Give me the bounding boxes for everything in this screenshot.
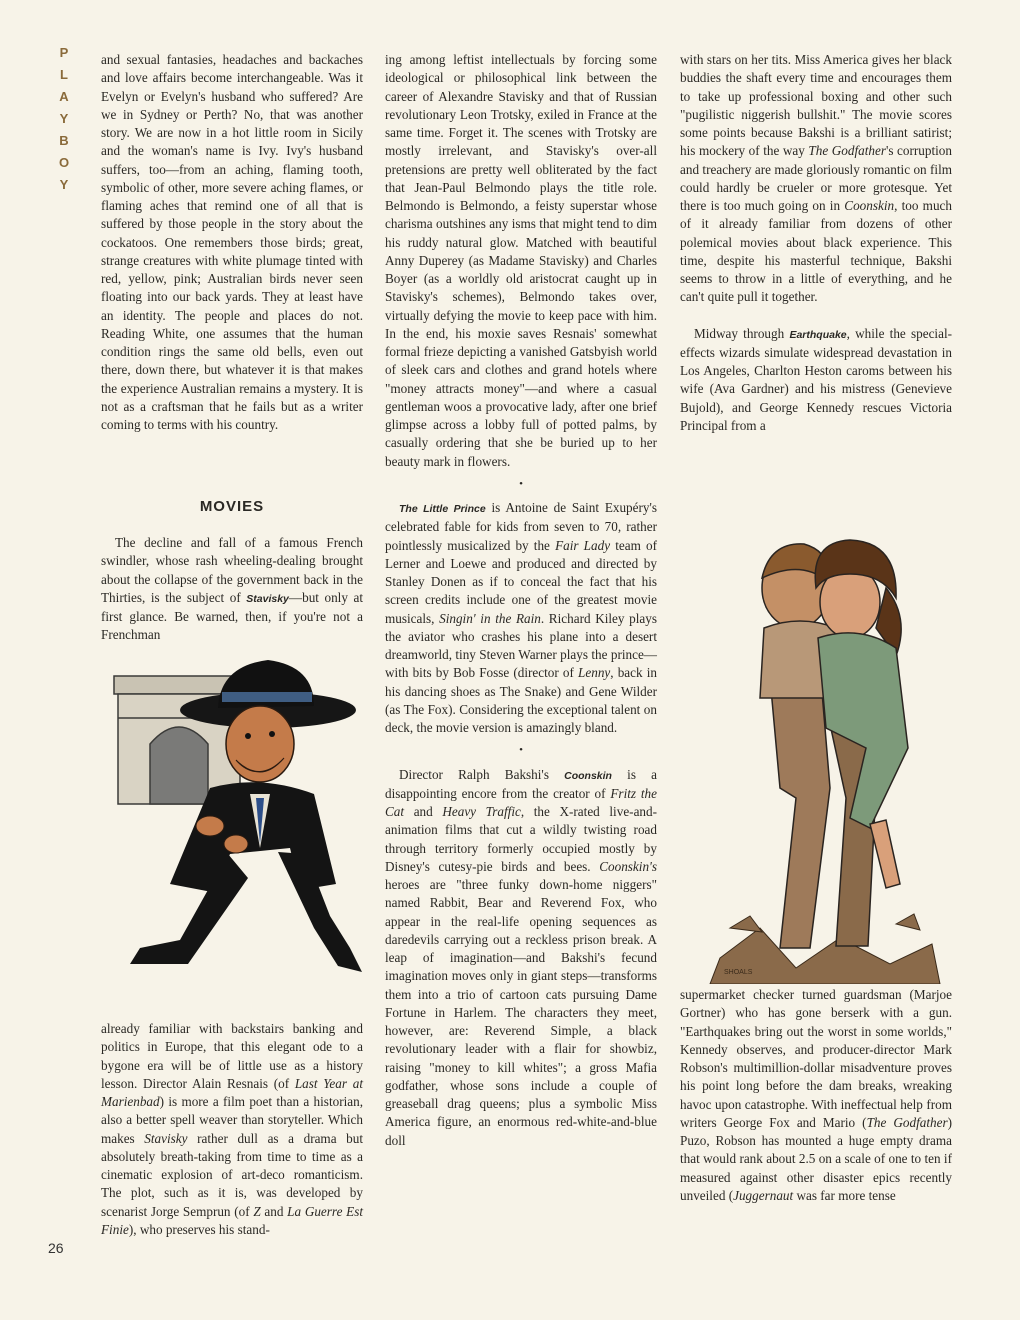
column-2 [385,51,657,1150]
side-letter: A [59,89,69,104]
stavisky-illustration [100,648,362,1018]
side-letter: O [58,155,70,170]
review-text: 's corruption and treachery are made gloriously romantic on film could hardly be crueler or more grotesque. Yet there is too much going on in [680,143,952,213]
stavisky-cont-text: already familiar with backstairs banking and politics in Europe, that this elegant ode to a bygone era will be of little use as a history lesson. Director Alain Resnais (of [101,1021,363,1091]
artist-signature: SHOALS [724,969,753,976]
separator-bullet: • [519,744,523,757]
review-text: heroes are "three funky down-home niggers" named Rabbit, Bear and Reverend Fox, who appear in the real-life opening sequences as daredevils carrying out a reckless prison break. A leap of imagination—and Bakshi's fecund imagination moves only in giant steps—transforms them into a trio of cartoon cats pursuing Dame Fortune in Harlem. The characters they meet, however, are: Reverend Simple, a black revolutionary leader with a flair for showbiz, raising "money to kill whites"; a gross Mafia godfather, whose sons include a couple of greaseball drag queens; plus a symbolic Miss America figure, an enormous red-white-and-blue doll [385,877,657,1148]
film-title-coonskin: Coonskin [844,198,895,213]
review-text: ) Puzo, Robson has mounted a huge empty drama that would rank about 2.5 on a scale of one to ten if measured against other disaster epics recently unveiled ( [680,1114,952,1203]
review-text: was far more tense [793,1187,896,1203]
review-text: Midway through [694,325,790,341]
face-drawing [226,706,294,782]
review-text: supermarket checker turned guardsman (Marjoe Gortner) who has gone berserk with a gun. "Earthquakes bring out the worst in some worlds," Kennedy observes, and producer-director Mark Robson's multimillion-dollar misadventure proves his point long before the dam breaks, wreaking havoc upon catastrophe. With ineffectual help from writers George Fox and Mario ( [680,987,952,1130]
review-text: , back in his dancing shoes as The Snake) and Gene Wilder (as The Fox). Considering the exceptional talent on deck, the movie version is amazingly bland. [385,665,657,735]
stavisky-cont-text: ), who preserves his stand- [128,1221,270,1237]
movie-title-coonskin: Coonskin [564,769,612,782]
playboy-side-label [54,42,74,196]
page-number: 26 [48,1240,64,1256]
column-1-top [101,51,363,434]
film-title-marienbad: Last Year at Marienbad [101,1075,363,1109]
film-title-fritz: Fritz the Cat [385,785,657,819]
review-text: Director Ralph Bakshi's [399,766,565,782]
column-3 [680,51,952,435]
review-text: . Richard Kiley plays the aviator who crashes his plane into a desert dreamworld, tiny Steven Warner plays the prince—with bits by Bob Fosse (director of [385,610,657,681]
stavisky-cont-text: rather dull as a drama but absolutely breath-taking from time to time as a cinematic explosion of art-deco romanticism. The plot, such as it is, was developed by scenarist Jorge Semprun (of [101,1130,363,1219]
review-text: with stars on her tits. Miss America gives her black buddies the shaft every time and encourages them to take up professional boxing and other such "pugilistic niggerish bullshit." The movie scores some points because Bakshi is a brilliant satirist; his mockery of the way [680,52,952,159]
coonskin-review [385,766,657,1150]
stavisky-continued [101,1020,363,1239]
review-text: and [404,804,443,819]
movie-title-little-prince: The Little Prince [399,503,486,515]
side-letter: Y [59,177,69,192]
film-title-juggernaut: Juggernaut [733,1187,794,1203]
stavisky-cont-text: and [260,1203,288,1219]
review-text: , the X-rated live-and-animation films that cut a wildly twisting road through territory formerly occupied mostly by Disney's cutesy-pie birds and bees. [385,804,657,874]
side-letter: B [59,133,69,148]
review-text: is a disappointing encore from the creator of [385,766,658,801]
film-title-godfather: The Godfather [866,1114,948,1130]
earthquake-illustration [700,528,950,984]
little-prince-review [385,499,657,737]
side-letter: L [60,67,68,82]
earthquake-review [680,325,952,436]
stavisky-intro-text-end: —but only at first glance. Be warned, then, if you're not a Frenchman [101,589,363,643]
separator-bullet: • [519,477,523,490]
hand-drawing [224,835,248,853]
hand-drawing [196,816,224,836]
side-letter: Y [59,111,69,126]
stavisky-intro [101,534,363,645]
film-title-coonskins: Coonskin's [599,858,657,874]
film-title-la-guerre: La Guerre Est Finie [101,1203,363,1237]
coonskin-review-cont [680,51,952,307]
film-title-fair-lady: Fair Lady [555,537,611,553]
film-title-heavy-traffic: Heavy Traffic [442,804,521,819]
stavisky-intro-text: The decline and fall of a famous French swindler, whose rash wheeling-dealing brought about the collapse of the government back in the Thirties, is the subject of [101,535,363,605]
film-title-z: Z [253,1203,261,1219]
film-title-godfather: The Godfather [808,143,886,159]
review-text: is Antoine de Saint Exupéry's celebrated fable for kids from seven to 70, rather pointlessly musicalized by the [385,500,658,553]
movie-title-stavisky: Stavisky [246,592,289,605]
film-title-stavisky: Stavisky [144,1130,188,1146]
side-letter: P [59,45,69,60]
section-heading-movies: MOVIES [199,498,265,515]
stavisky-review-cont: ing among leftist intellectuals by forcing some ideological or philosophical link between the career of Alexandre Stavisky and that of Russian revolutionary Leon Trotsky, exiled in France at the same time. Forget it. The scenes with Trotsky are mostly irrelevant, and Stavisky's over-all pretensions are pretty well obliterated by the fact that Jean-Paul Belmondo plays the title role. Belmondo is Belmondo, a feisty superstar whose charisma outshines any isms that might tend to dim his ruddy natural glow. Matched with beautiful Anny Duperey (as Madame Stavisky) and Charles Boyer (as a worldly old aristocrat caught up in Stavisky's schemes), Belmondo takes over, virtually defying the movie to keep pace with him. In the end, his moxie saves Resnais' somewhat formal frieze depicting a vanished Gatsbyish world of sleek cars and clothes and grand hotels where "money attracts money"—and where a casual gentleman woos a provocative lady, after one brief glimpse across a lobby full of potted palms, by casually ordering that she be buried up to her beauty mark in flowers. [385,52,657,469]
review-text: team of Lerner and Loewe and produced and directed by Stanley Donen as if to conceal the fact that his screen credits include one of the greatest movie musicals, [385,537,657,626]
book-review-ending: and sexual fantasies, headaches and backaches and love affairs become interchangeable. Was it Evelyn or Evelyn's husband who suffered? Are we in Sydney or Perth? No, that was another story. We are now in a hot little room in Sicily and the woman's name is Ivy. Ivy's husband suffers, too—from an aching, flaming tooth, symbolic of other, more severe aching flames, or flaming aches that remind one of all that is suffered by those people in the story about the cockatoos. One remembers those birds; great, strange creatures with white plumage tinted with red, yellow, pink; Australian birds never seen floating into our back yards. They at least have an identity. The people and places do not. Reading White, one assumes that the human condition rings the same old bells, even out there, down there, but whatever it is that makes the experience Australian remains a mystery. It is not as a craftsman that he fails but as a writer coming to terms with his country. [101,52,363,432]
movie-title-earthquake: Earthquake [789,328,847,341]
earthquake-continued [680,986,952,1205]
review-text: , too much of it already familiar from dozens of other polemical movies about black experience. This time, despite his masterful technique, Bakshi seems to throw in a little of everything, and he can't quite pull it together. [680,198,952,305]
review-text: , while the special-effects wizards simulate widespread devastation in Los Angeles, Charlton Heston caroms between his wife (Ava Gardner) and his mistress (Genevieve Bujold), and George Kennedy rescues Victoria Principal from a [680,325,953,433]
film-title-lenny: Lenny [578,665,611,681]
film-title-singin: Singin' in the Rain [439,610,541,626]
stavisky-cont-text: ) is more a film poet than a historian, also a better spell weaver than storyteller. Which makes [101,1094,363,1146]
